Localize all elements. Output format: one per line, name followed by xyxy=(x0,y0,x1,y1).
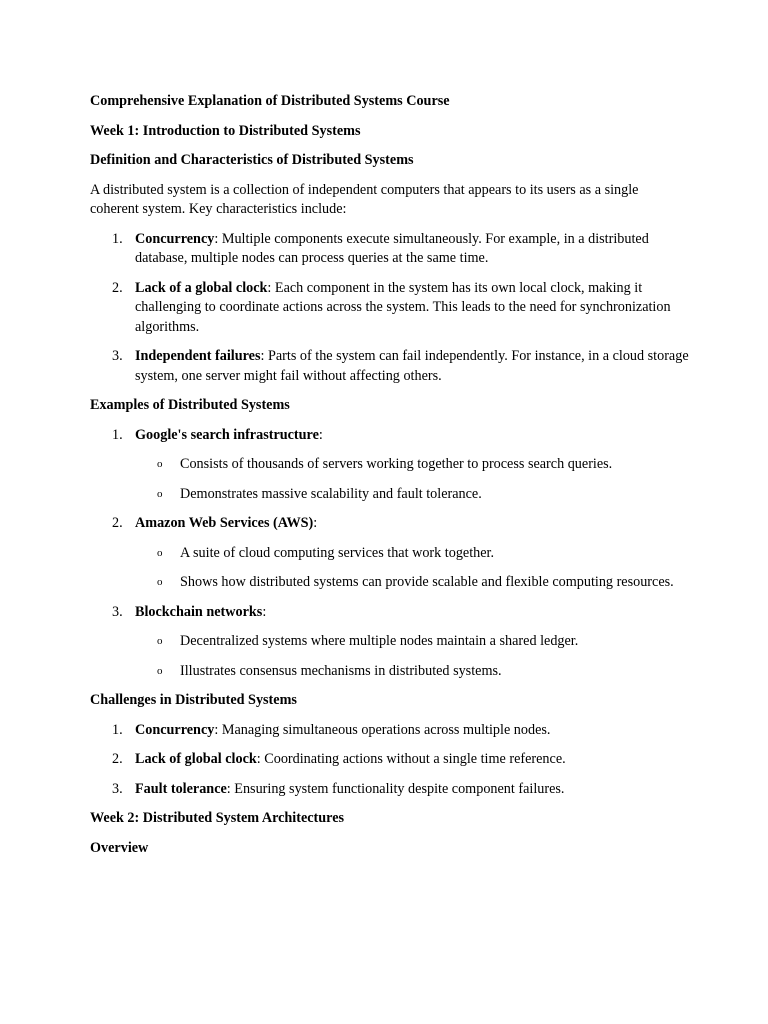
week1-title: Week 1: Introduction to Distributed Systems xyxy=(90,122,361,139)
sub-list-text: Decentralized systems where multiple nodes maintain a shared ledger. xyxy=(180,633,579,649)
list-number: 3. xyxy=(112,780,123,797)
list-item xyxy=(90,750,690,770)
list-term: Fault tolerance xyxy=(135,780,227,797)
sub-list-item xyxy=(135,455,690,475)
bullet-circle-icon: o xyxy=(157,664,163,677)
sub-list xyxy=(135,455,690,504)
document-title: Comprehensive Explanation of Distributed Systems Course xyxy=(90,93,450,109)
sub-list-item xyxy=(135,485,690,505)
list-term: Blockchain networks xyxy=(135,603,263,620)
list-number: 1. xyxy=(112,721,123,738)
sub-list-text: A suite of cloud computing services that work together. xyxy=(180,544,495,561)
list-number: 1. xyxy=(112,230,123,247)
list-term: Concurrency xyxy=(135,230,215,247)
sub-list-text: Shows how distributed systems can provide scalable and flexible computing resources. xyxy=(180,574,674,590)
list-text: : Parts of the system can fail independently. For instance, in a cloud storage system, one server might fail without affecting others. xyxy=(135,348,689,384)
bullet-circle-icon: o xyxy=(157,458,163,470)
list-item xyxy=(90,230,690,269)
challenges-heading: Challenges in Distributed Systems xyxy=(90,692,297,708)
list-text: : Multiple components execute simultaneously. For example, in a distributed database, multiple nodes can process queries at the same time. xyxy=(135,230,649,266)
list-term: Google's search infrastructure xyxy=(135,426,319,443)
sub-list-item xyxy=(135,662,690,682)
list-item xyxy=(90,721,690,741)
list-item xyxy=(90,603,690,682)
examples-list xyxy=(90,426,690,682)
list-term: Lack of a global clock xyxy=(135,279,268,296)
list-item xyxy=(90,279,690,338)
list-term: Independent failures xyxy=(135,348,261,364)
list-text: : Managing simultaneous operations across multiple nodes. xyxy=(214,721,551,738)
list-number: 2. xyxy=(112,515,123,531)
definition-intro: A distributed system is a collection of independent computers that appears to its users as a single coherent system. Key characteristics include: xyxy=(90,181,639,217)
list-number: 1. xyxy=(112,426,123,443)
sub-list-text: Demonstrates massive scalability and fault tolerance. xyxy=(180,485,482,502)
bullet-circle-icon: o xyxy=(157,635,163,647)
sub-list-item xyxy=(135,573,690,593)
definition-heading: Definition and Characteristics of Distributed Systems xyxy=(90,152,414,168)
examples-heading: Examples of Distributed Systems xyxy=(90,397,290,413)
list-item xyxy=(90,780,690,800)
sub-list xyxy=(135,544,690,593)
sub-list xyxy=(135,632,690,681)
sub-list-item xyxy=(135,544,690,564)
list-text: : Coordinating actions without a single time reference. xyxy=(256,751,566,767)
list-item xyxy=(90,426,690,505)
list-term: Lack of global clock xyxy=(135,751,257,767)
list-text: : xyxy=(318,426,323,443)
list-number: 2. xyxy=(112,751,123,767)
bullet-circle-icon: o xyxy=(157,487,163,500)
sub-list-text: Illustrates consensus mechanisms in distributed systems. xyxy=(180,662,502,679)
challenges-list xyxy=(90,721,690,800)
list-text: : xyxy=(262,603,267,620)
characteristics-list xyxy=(90,230,690,387)
list-item xyxy=(90,514,690,593)
sub-list-item xyxy=(135,632,690,652)
list-number: 3. xyxy=(112,603,123,620)
list-number: 2. xyxy=(112,279,123,296)
list-item xyxy=(90,347,690,386)
bullet-circle-icon: o xyxy=(157,576,163,588)
bullet-circle-icon: o xyxy=(157,546,163,559)
overview-heading: Overview xyxy=(90,839,149,856)
list-text: : Ensuring system functionality despite component failures. xyxy=(226,780,565,797)
list-term: Concurrency xyxy=(135,721,215,738)
list-number: 3. xyxy=(112,348,123,364)
document-page xyxy=(90,92,690,868)
sub-list-text: Consists of thousands of servers working together to process search queries. xyxy=(180,456,613,472)
list-term: Amazon Web Services (AWS) xyxy=(135,515,314,531)
week2-title: Week 2: Distributed System Architectures xyxy=(90,810,345,826)
list-text: : xyxy=(313,515,318,531)
list-text: : Each component in the system has its own local clock, making it challenging to coordinate actions across the system. This leads to the need for synchronization algorithms. xyxy=(135,279,671,335)
